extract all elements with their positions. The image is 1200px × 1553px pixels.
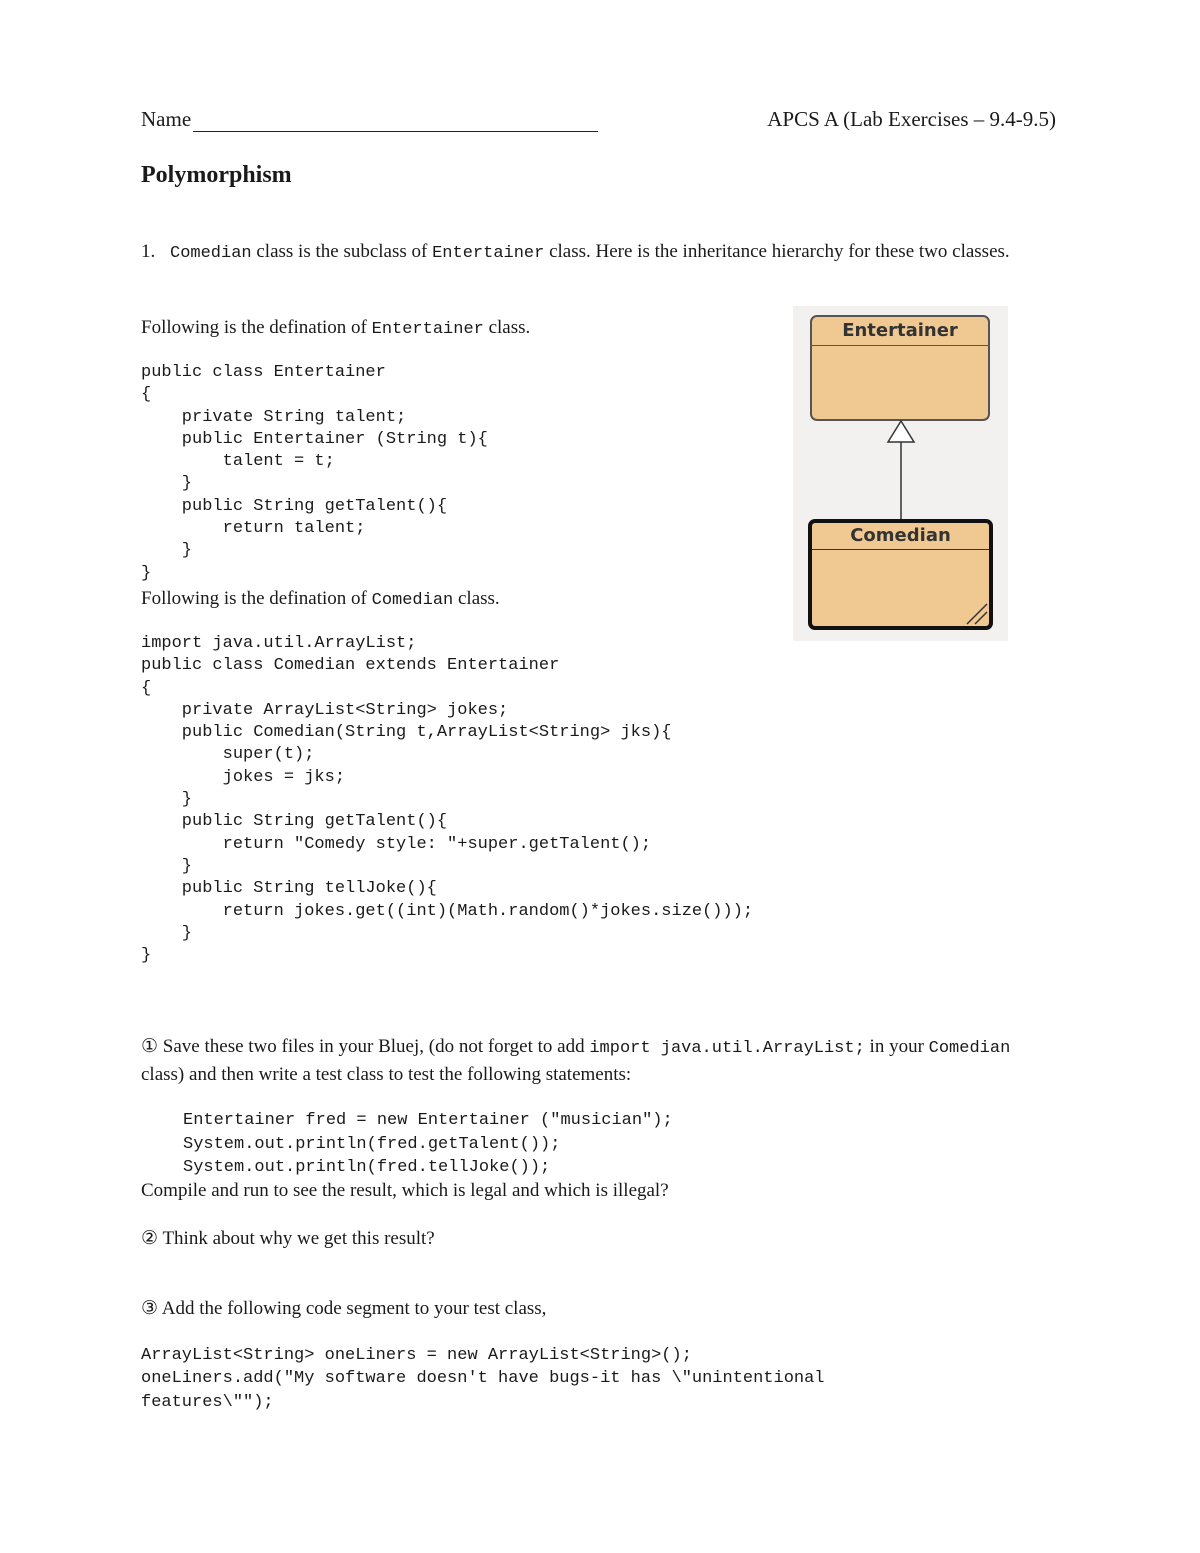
code-line: Entertainer fred = new Entertainer ("musician"); (183, 1111, 673, 1130)
comedian-code-block (141, 633, 753, 967)
code-line: } (141, 923, 193, 943)
code-line: public String tellJoke(){ (141, 879, 437, 899)
code-line: public class Comedian extends Entertainer (141, 656, 560, 676)
step-3-instructions (141, 1296, 546, 1322)
intro-class-name: Entertainer (371, 320, 484, 339)
code-line: return "Comedy style: "+super.getTalent(); (141, 834, 652, 854)
step-3-code-block (141, 1344, 825, 1414)
code-line: return talent; (141, 519, 366, 539)
name-field-row (141, 106, 598, 132)
superclass-name: Entertainer (432, 244, 545, 263)
code-line: } (141, 790, 193, 810)
code-line: } (141, 541, 193, 561)
question-number: 1. (141, 241, 156, 262)
step-text-b: in your (864, 1036, 929, 1057)
subclass-name: Comedian (170, 244, 252, 263)
code-line: } (141, 474, 193, 494)
code-line: super(t); (141, 745, 315, 765)
step-1-question: Compile and run to see the result, which is legal and which is illegal? (141, 1180, 669, 1201)
code-line: private ArrayList<String> jokes; (141, 700, 509, 720)
code-line: features\""); (141, 1392, 274, 1412)
code-line: public String getTalent(){ (141, 812, 448, 832)
step-1-instructions (141, 1034, 1031, 1088)
code-line: public Comedian(String t,ArrayList<String> jks){ (141, 723, 672, 743)
step-1-code-block (183, 1109, 673, 1180)
resize-corner-icon (959, 596, 989, 626)
code-line: return jokes.get((int)(Math.random()*jokes.size())); (141, 901, 754, 921)
step-marker: ③ (141, 1298, 159, 1319)
comedian-class-label: Comedian (812, 523, 989, 550)
name-blank-line (193, 109, 598, 132)
intro-text: Following is the defination of (141, 588, 372, 609)
entertainer-class-label: Entertainer (812, 317, 988, 346)
intro-tail: class. (453, 588, 500, 609)
question-text-b: class. Here is the inheritance hierarchy for these two classes. (544, 241, 1010, 262)
code-line: } (141, 563, 152, 583)
code-line: ArrayList<String> oneLiners = new ArrayList<String>(); (141, 1346, 692, 1365)
question-text-a: class is the subclass of (251, 241, 433, 262)
code-line: { (141, 385, 152, 405)
intro-class-name: Comedian (371, 591, 454, 610)
entertainer-def-intro (141, 315, 530, 343)
comedian-def-intro (141, 586, 500, 614)
step-text: Think about why we get this result? (158, 1228, 435, 1249)
inline-code-import: import java.util.ArrayList; (589, 1039, 865, 1058)
code-line: public String getTalent(){ (141, 496, 448, 516)
inline-code-class: Comedian (928, 1039, 1011, 1058)
code-line: public class Entertainer (141, 363, 386, 382)
page-title: Polymorphism (141, 162, 292, 188)
step-2-instructions (141, 1226, 435, 1252)
code-line: System.out.println(fred.getTalent()); (183, 1134, 561, 1154)
inheritance-diagram (793, 306, 1008, 641)
step-marker: ① (141, 1036, 159, 1057)
intro-text: Following is the defination of (141, 317, 372, 338)
code-line: jokes = jks; (141, 767, 346, 787)
course-heading: APCS A (Lab Exercises – 9.4-9.5) (767, 107, 1056, 131)
code-line: } (141, 856, 193, 876)
step-marker: ② (141, 1228, 159, 1249)
code-line: private String talent; (141, 407, 407, 427)
intro-tail: class. (483, 317, 531, 338)
entertainer-code-block (141, 362, 488, 585)
code-line: { (141, 678, 152, 698)
code-line: talent = t; (141, 452, 335, 472)
code-line: oneLiners.add("My software doesn't have bugs-it has \"unintentional (141, 1369, 825, 1389)
step-text-a: Save these two files in your Bluej, (do not forget to add (158, 1036, 590, 1057)
step-text-c: class) and then write a test class to test the following statements: (141, 1064, 632, 1085)
code-line: System.out.println(fred.tellJoke()); (183, 1158, 551, 1177)
step-text: Add the following code segment to your test class, (158, 1298, 547, 1319)
question-1 (141, 239, 1061, 267)
comedian-class-box (808, 519, 993, 630)
code-line: public Entertainer (String t){ (141, 429, 488, 449)
code-line: } (141, 946, 152, 966)
code-line: import java.util.ArrayList; (141, 634, 417, 653)
name-label: Name (141, 107, 192, 131)
